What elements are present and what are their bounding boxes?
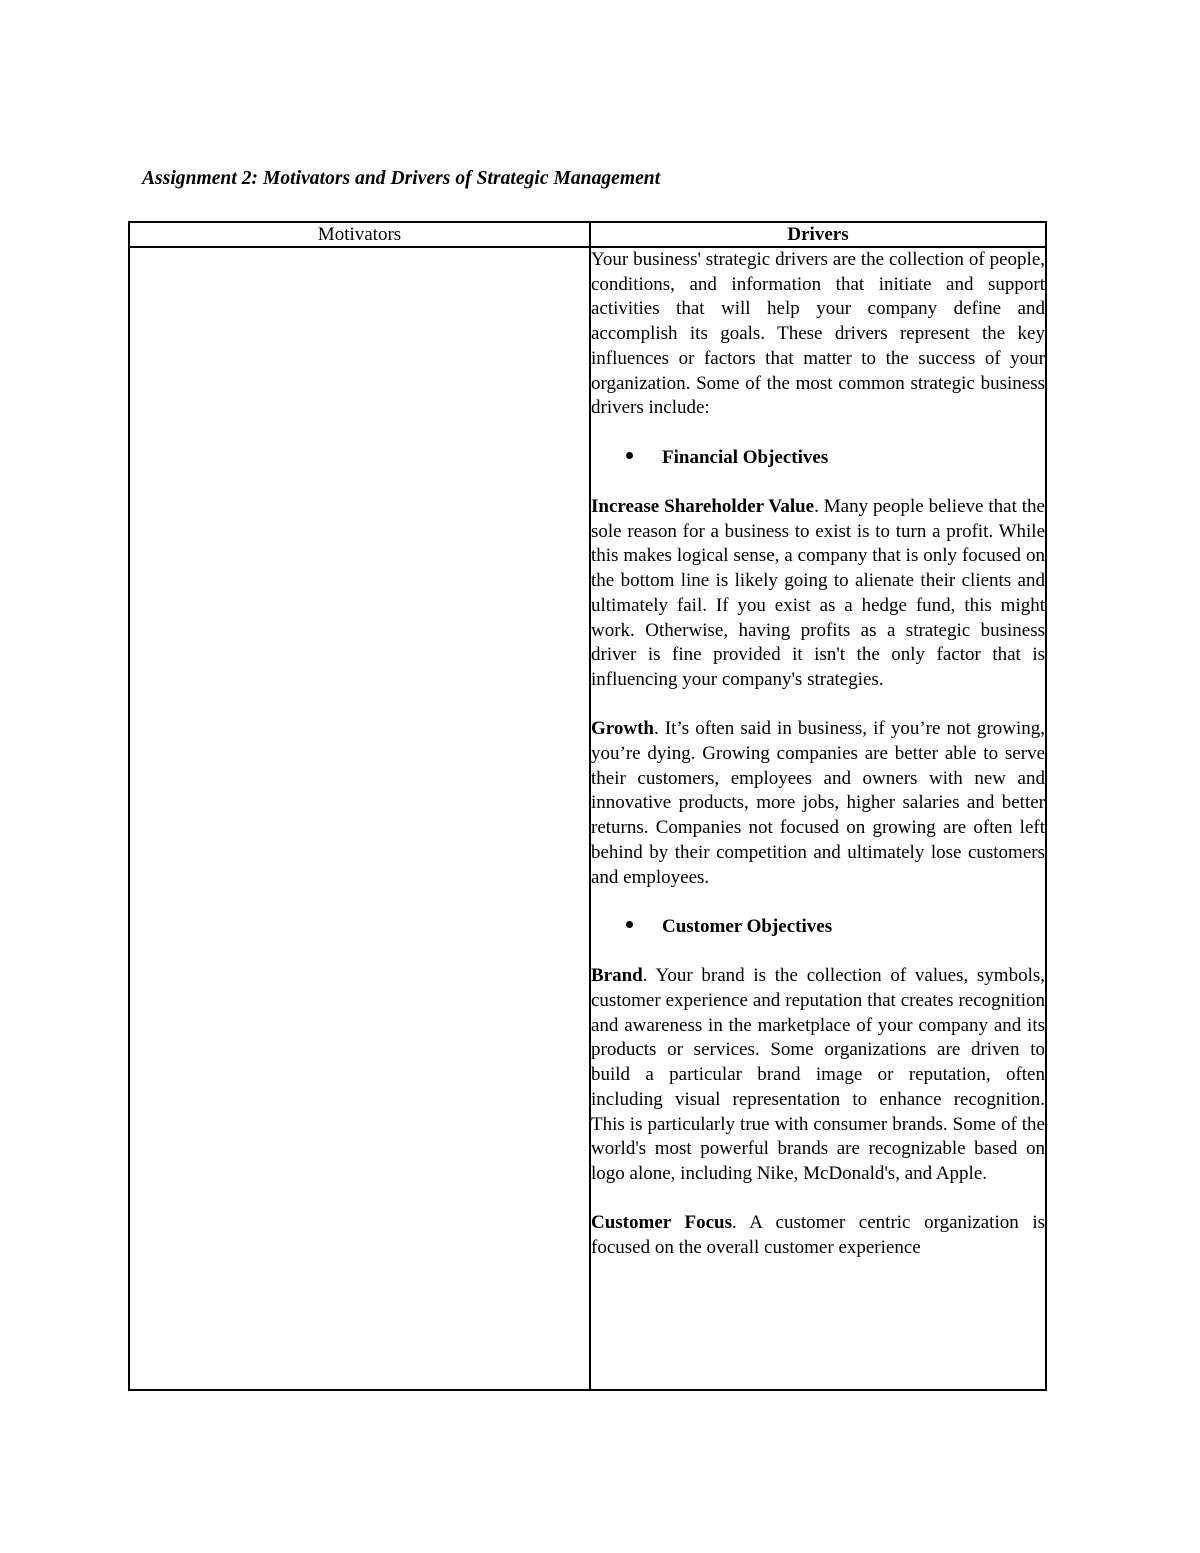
section-heading-customer: [591, 915, 1045, 940]
driver-term: Customer Focus: [591, 1212, 732, 1234]
document-title: Assignment 2: Motivators and Drivers of Strategic Management: [142, 168, 661, 189]
driver-paragraph-customer-focus: [591, 1211, 1045, 1260]
bullet-icon: [626, 452, 633, 459]
driver-text: . It’s often said in business, if you’re not growing, you’re dying. Growing companies are better able to serve their customers, employees and owners with new and innovative products, more jobs, higher salaries and better returns. Companies not focused on growing are often left behind by their competition and ultimately lose customers and employees.: [591, 718, 1045, 888]
driver-text: . Your brand is the collection of values, symbols, customer experience and reputation that creates recognition and awareness in the marketplace of your company and its products or services. Some organizations are driven to build a particular brand image or reputation, often including visual representation to enhance recognition. This is particularly true with consumer brands. Some of the world's most powerful brands are recognizable based on logo alone, including Nike, McDonald's, and Apple.: [591, 965, 1045, 1184]
drivers-header: Drivers: [590, 222, 1046, 247]
motivators-drivers-table: [128, 221, 1047, 1391]
drivers-content: [591, 248, 1045, 1378]
driver-term: Growth: [591, 718, 654, 740]
motivators-header: Motivators: [129, 222, 590, 247]
drivers-cell: [590, 247, 1046, 1390]
driver-term: Increase Shareholder Value: [591, 496, 815, 517]
section-heading-label: Customer Objectives: [662, 915, 833, 937]
motivators-cell: [129, 247, 590, 1390]
section-heading-financial: [591, 446, 1045, 471]
table-header-row: [129, 222, 1046, 247]
driver-paragraph-brand: [591, 964, 1045, 1186]
driver-text: . A customer centric organization is focused on the overall customer experience: [591, 1212, 1045, 1259]
section-heading-label: Financial Objectives: [662, 446, 829, 468]
driver-text: . Many people believe that the sole reason for a business to exist is to turn a profit. While this makes logical sense, a company that is only focused on the bottom line is likely going to alienate their clients and ultimately fail. If you exist as a hedge fund, this might work. Otherwise, having profits as a strategic business driver is fine provided it isn't the only factor that is influencing your company's strategies.: [591, 496, 1045, 690]
driver-paragraph-shareholder-value: [591, 495, 1045, 693]
driver-paragraph-growth: [591, 717, 1045, 890]
drivers-intro: Your business' strategic drivers are the collection of people, conditions, and information that initiate and support activities that will help your company define and accomplish its goals. These drivers represent the key influences or factors that matter to the success of your organization. Some of the most common strategic business drivers include:: [591, 249, 1045, 419]
bullet-icon: [626, 921, 633, 928]
driver-term: Brand: [591, 965, 643, 987]
table-body-row: [129, 247, 1046, 1390]
